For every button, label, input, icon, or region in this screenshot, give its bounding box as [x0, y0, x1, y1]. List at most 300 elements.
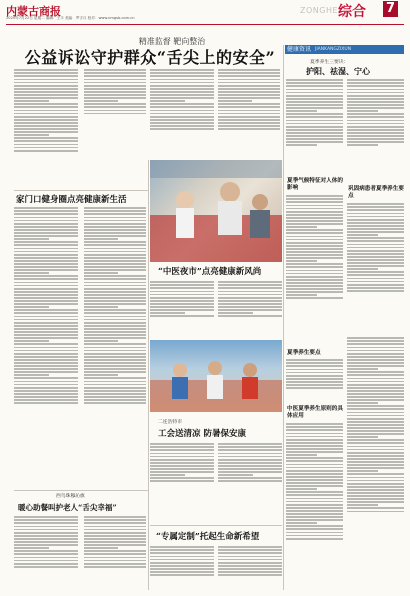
body-text-line	[14, 238, 49, 240]
body-text-line	[347, 381, 404, 383]
body-text-line	[347, 268, 378, 270]
body-text-line	[84, 532, 146, 534]
body-text-line	[347, 421, 404, 423]
body-text-line	[347, 387, 404, 389]
body-text-line	[84, 263, 146, 265]
health-sub-kicker: 夏季养生三要诀：	[310, 60, 349, 65]
body-text-line	[286, 362, 343, 364]
body-text-line	[347, 405, 404, 407]
body-text-line	[286, 381, 343, 383]
body-text-line	[347, 368, 378, 370]
body-text-line	[286, 442, 343, 444]
body-text-line	[218, 94, 280, 96]
body-text-line	[14, 560, 78, 562]
body-text-line	[14, 244, 78, 246]
body-text-line	[347, 213, 404, 215]
body-text-line	[14, 103, 78, 105]
body-text-line	[14, 371, 78, 373]
body-text-line	[286, 451, 343, 453]
body-text-line	[150, 568, 214, 570]
body-text-line	[286, 291, 343, 293]
body-text-line	[286, 263, 343, 265]
body-text-line	[218, 91, 280, 93]
body-text-line	[347, 262, 404, 264]
body-text-line	[286, 245, 343, 247]
body-text-line	[84, 106, 146, 108]
body-text-line	[84, 522, 146, 524]
body-text-line	[286, 201, 343, 203]
body-text-line	[150, 446, 214, 448]
body-text-line	[14, 557, 78, 559]
body-text-line	[347, 504, 378, 506]
body-text-line	[84, 229, 146, 231]
body-text-line	[14, 122, 78, 124]
body-text-line	[150, 562, 214, 564]
body-text-line	[150, 306, 214, 308]
body-text-line	[286, 251, 343, 253]
body-text-line	[347, 247, 404, 249]
body-text-line	[84, 232, 146, 234]
body-text-line	[84, 248, 146, 250]
body-text-line	[150, 471, 214, 473]
body-text-line	[286, 491, 343, 493]
body-text-line	[14, 229, 78, 231]
body-text-line	[84, 100, 118, 102]
body-text-line	[347, 399, 404, 401]
body-text-line	[84, 322, 146, 324]
body-text-line	[286, 85, 343, 87]
body-text-line	[286, 519, 343, 521]
body-text-line	[347, 396, 404, 398]
body-text-line	[347, 464, 404, 466]
body-text-line	[218, 477, 282, 479]
article-bottom-title: “专属定制”托起生命新希望	[156, 532, 260, 542]
body-text-line	[14, 128, 78, 130]
body-text-line	[14, 306, 49, 308]
body-text-line	[84, 544, 146, 546]
body-text-line	[150, 300, 214, 302]
body-text-line	[286, 507, 343, 509]
body-text-line	[218, 113, 280, 115]
body-text-line	[84, 374, 118, 376]
body-text-line	[347, 256, 404, 258]
lead-body-col3	[150, 68, 214, 158]
body-text-line	[286, 365, 343, 367]
body-text-line	[150, 474, 185, 476]
body-text-line	[347, 126, 404, 128]
body-text-line	[14, 532, 78, 534]
body-text-line	[84, 319, 146, 321]
body-text-line	[286, 273, 343, 275]
body-text-line	[150, 453, 214, 455]
body-text-line	[347, 486, 404, 488]
body-text-line	[14, 88, 78, 90]
body-text-line	[286, 525, 343, 527]
body-text-line	[14, 347, 78, 349]
body-text-line	[14, 147, 78, 149]
body-text-line	[84, 393, 146, 395]
body-text-line	[84, 396, 146, 398]
body-text-line	[347, 222, 404, 224]
body-text-line	[286, 488, 317, 490]
body-text-line	[218, 480, 282, 482]
body-text-line	[14, 402, 78, 404]
body-text-line	[347, 216, 404, 218]
body-text-line	[84, 560, 146, 562]
body-text-line	[84, 334, 146, 336]
body-text-line	[218, 79, 280, 81]
body-text-line	[286, 270, 343, 272]
body-text-line	[14, 134, 49, 136]
body-text-line	[14, 113, 78, 115]
body-text-line	[84, 251, 146, 253]
body-text-line	[84, 207, 146, 209]
body-text-line	[286, 141, 343, 143]
body-text-line	[14, 257, 78, 259]
body-text-line	[84, 331, 146, 333]
body-text-line	[286, 135, 343, 137]
body-text-line	[286, 285, 343, 287]
body-text-line	[84, 291, 146, 293]
body-text-line	[218, 465, 282, 467]
body-text-line	[14, 384, 78, 386]
body-text-line	[347, 206, 404, 208]
body-text-line	[84, 97, 146, 99]
body-text-line	[14, 322, 78, 324]
health-sidebar-heading-1: 夏季气候特征对人体的影响	[287, 178, 343, 191]
body-text-line	[14, 223, 78, 225]
body-text-line	[286, 387, 343, 389]
body-text-line	[347, 228, 404, 230]
body-text-line	[218, 100, 252, 102]
body-text-line	[14, 550, 78, 552]
workers-photo	[150, 340, 282, 412]
body-text-line	[347, 393, 404, 395]
body-text-line	[347, 101, 404, 103]
health-sidebar1-body	[286, 194, 343, 344]
body-text-line	[150, 79, 214, 81]
body-text-line	[84, 387, 146, 389]
body-text-line	[286, 535, 343, 537]
body-text-line	[150, 571, 214, 573]
body-text-line	[218, 303, 282, 305]
body-text-line	[14, 131, 78, 133]
body-text-line	[286, 445, 343, 447]
body-text-line	[347, 458, 404, 460]
clinic-body-col1	[150, 280, 214, 334]
body-text-line	[347, 95, 404, 97]
body-text-line	[218, 116, 280, 118]
body-text-line	[14, 365, 78, 367]
body-text-line	[286, 260, 317, 262]
body-text-line	[218, 456, 282, 458]
body-text-line	[347, 250, 404, 252]
body-text-line	[347, 390, 404, 392]
body-text-line	[84, 217, 146, 219]
body-text-line	[84, 365, 146, 367]
body-text-line	[286, 107, 343, 109]
body-text-line	[14, 297, 78, 299]
body-text-line	[84, 266, 146, 268]
body-text-line	[14, 300, 78, 302]
body-text-line	[218, 546, 282, 548]
body-text-line	[84, 362, 146, 364]
body-text-line	[84, 79, 146, 81]
body-text-line	[347, 424, 404, 426]
body-text-line	[218, 556, 282, 558]
body-text-line	[286, 226, 317, 228]
body-text-line	[84, 535, 146, 537]
body-text-line	[347, 436, 378, 438]
body-text-line	[218, 287, 282, 289]
body-text-line	[14, 100, 49, 102]
article-workers-title: 工会送清凉 防暑保安康	[158, 429, 246, 439]
body-text-line	[286, 467, 343, 469]
horizontal-divider	[14, 490, 148, 491]
body-text-line	[218, 446, 282, 448]
body-text-line	[14, 282, 78, 284]
body-text-line	[14, 91, 78, 93]
body-text-line	[150, 315, 214, 317]
body-text-line	[14, 547, 49, 549]
body-text-line	[14, 82, 78, 84]
body-text-line	[150, 468, 214, 470]
body-text-line	[286, 436, 343, 438]
body-text-line	[84, 72, 146, 74]
body-text-line	[150, 297, 214, 299]
body-text-line	[84, 285, 146, 287]
body-text-line	[218, 294, 282, 296]
body-text-line	[218, 574, 282, 576]
body-text-line	[347, 89, 404, 91]
body-text-line	[84, 254, 146, 256]
body-text-line	[84, 272, 118, 274]
body-text-line	[14, 337, 78, 339]
body-text-line	[347, 483, 404, 485]
body-text-line	[150, 556, 214, 558]
body-text-line	[14, 538, 78, 540]
health-sidebar-heading-2: 夏季养生要点	[287, 350, 321, 356]
body-text-line	[84, 541, 146, 543]
body-text-line	[218, 552, 282, 554]
body-text-line	[347, 374, 404, 376]
body-text-line	[150, 456, 214, 458]
body-text-line	[286, 426, 343, 428]
warm-body-col1	[14, 515, 78, 590]
body-text-line	[347, 281, 404, 283]
body-text-line	[14, 319, 78, 321]
body-text-line	[286, 501, 343, 503]
body-text-line	[84, 226, 146, 228]
health-intro-body-col2	[347, 78, 404, 178]
body-text-line	[150, 559, 214, 561]
body-text-line	[218, 568, 282, 570]
body-text-line	[347, 253, 404, 255]
health-sidebar4-body	[347, 202, 404, 332]
body-text-line	[14, 79, 78, 81]
body-text-line	[150, 284, 214, 286]
body-text-line	[286, 129, 343, 131]
body-text-line	[347, 356, 404, 358]
body-text-line	[14, 285, 78, 287]
body-text-line	[14, 241, 78, 243]
body-text-line	[14, 248, 78, 250]
body-text-line	[347, 141, 404, 143]
body-text-line	[218, 122, 280, 124]
body-text-line	[14, 217, 78, 219]
body-text-line	[347, 467, 404, 469]
body-text-line	[286, 220, 343, 222]
body-text-line	[347, 446, 404, 448]
health-sidebar2-body	[286, 358, 343, 403]
body-text-line	[218, 97, 280, 99]
body-text-line	[347, 82, 404, 84]
body-text-line	[14, 294, 78, 296]
body-text-line	[14, 377, 78, 379]
body-text-line	[14, 140, 78, 142]
body-text-line	[218, 125, 280, 127]
body-text-line	[14, 232, 78, 234]
body-text-line	[14, 116, 78, 118]
body-text-line	[347, 271, 404, 273]
body-text-line	[347, 107, 404, 109]
body-text-line	[84, 353, 146, 355]
body-text-line	[150, 69, 214, 71]
body-text-line	[84, 238, 118, 240]
body-text-line	[347, 113, 404, 115]
health-panel-header: 健康资讯	[287, 46, 312, 53]
body-text-line	[14, 275, 78, 277]
body-text-line	[218, 306, 282, 308]
masthead-title: 内蒙古商报	[6, 5, 61, 18]
body-text-line	[347, 237, 404, 239]
body-text-line	[218, 443, 282, 445]
body-text-line	[286, 457, 343, 459]
body-text-line	[347, 489, 404, 491]
health-sidebar3-body	[286, 422, 343, 590]
body-text-line	[347, 461, 404, 463]
body-text-line	[84, 390, 146, 392]
body-text-line	[347, 278, 404, 280]
body-text-line	[84, 337, 146, 339]
body-text-line	[84, 91, 146, 93]
body-text-line	[218, 82, 280, 84]
body-text-line	[14, 75, 78, 77]
body-text-line	[14, 69, 78, 71]
body-text-line	[347, 477, 404, 479]
body-text-line	[14, 97, 78, 99]
body-text-line	[218, 453, 282, 455]
body-text-line	[14, 334, 78, 336]
body-text-line	[14, 529, 78, 531]
body-text-line	[347, 219, 404, 221]
body-text-line	[286, 429, 343, 431]
body-text-line	[347, 231, 404, 233]
body-text-line	[84, 257, 146, 259]
body-text-line	[347, 265, 404, 267]
body-text-line	[347, 347, 404, 349]
body-text-line	[150, 465, 214, 467]
body-text-line	[84, 519, 146, 521]
body-text-line	[347, 104, 404, 106]
body-text-line	[84, 350, 146, 352]
body-text-line	[347, 492, 404, 494]
body-text-line	[150, 110, 214, 112]
body-text-line	[84, 553, 146, 555]
body-text-line	[286, 538, 343, 540]
body-text-line	[14, 263, 78, 265]
body-text-line	[150, 122, 214, 124]
lead-body-col1	[14, 68, 78, 188]
warm-body-col2	[84, 515, 146, 590]
body-text-line	[286, 279, 343, 281]
article-home-gym-title: 家门口健身圈点亮健康新生活	[16, 195, 127, 205]
body-text-line	[150, 312, 185, 314]
body-text-line	[286, 266, 343, 268]
body-text-line	[347, 144, 378, 146]
body-text-line	[347, 449, 404, 451]
body-text-line	[14, 150, 78, 152]
body-text-line	[14, 309, 78, 311]
home-gym-body-col2	[84, 206, 146, 491]
body-text-line	[14, 390, 78, 392]
body-text-line	[347, 353, 404, 355]
body-text-line	[286, 288, 343, 290]
body-text-line	[84, 306, 118, 308]
body-text-line	[347, 244, 404, 246]
body-text-line	[150, 125, 214, 127]
body-text-line	[84, 69, 146, 71]
body-text-line	[14, 278, 78, 280]
article-clinic-title: “中医夜市”点亮健康新风尚	[158, 267, 262, 277]
body-text-line	[150, 94, 214, 96]
body-text-line	[286, 236, 343, 238]
body-text-line	[84, 213, 146, 215]
body-text-line	[218, 459, 282, 461]
body-text-line	[14, 94, 78, 96]
body-text-line	[218, 119, 280, 121]
body-text-line	[150, 281, 214, 283]
body-text-line	[347, 110, 378, 112]
body-text-line	[218, 312, 253, 314]
body-text-line	[14, 343, 78, 345]
body-text-line	[14, 340, 49, 342]
body-text-line	[14, 210, 78, 212]
body-text-line	[286, 522, 317, 524]
body-text-line	[286, 476, 343, 478]
body-text-line	[84, 85, 146, 87]
lead-headline: 公益诉讼守护群众“舌尖上的安全”	[24, 48, 276, 67]
body-text-line	[347, 92, 404, 94]
body-text-line	[347, 123, 404, 125]
lead-body-col4	[218, 68, 280, 158]
body-text-line	[218, 559, 282, 561]
body-text-line	[14, 85, 78, 87]
body-text-line	[347, 203, 404, 205]
body-text-line	[84, 340, 118, 342]
body-text-line	[218, 128, 280, 130]
body-text-line	[286, 513, 343, 515]
body-text-line	[84, 260, 146, 262]
body-text-line	[84, 538, 146, 540]
body-text-line	[347, 240, 404, 242]
body-text-line	[14, 106, 78, 108]
health-sidebar-heading-4: 巩固病患者夏季养生要点	[348, 186, 404, 199]
body-text-line	[218, 565, 282, 567]
body-text-line	[84, 275, 146, 277]
body-text-line	[347, 501, 404, 503]
body-text-line	[84, 566, 146, 568]
